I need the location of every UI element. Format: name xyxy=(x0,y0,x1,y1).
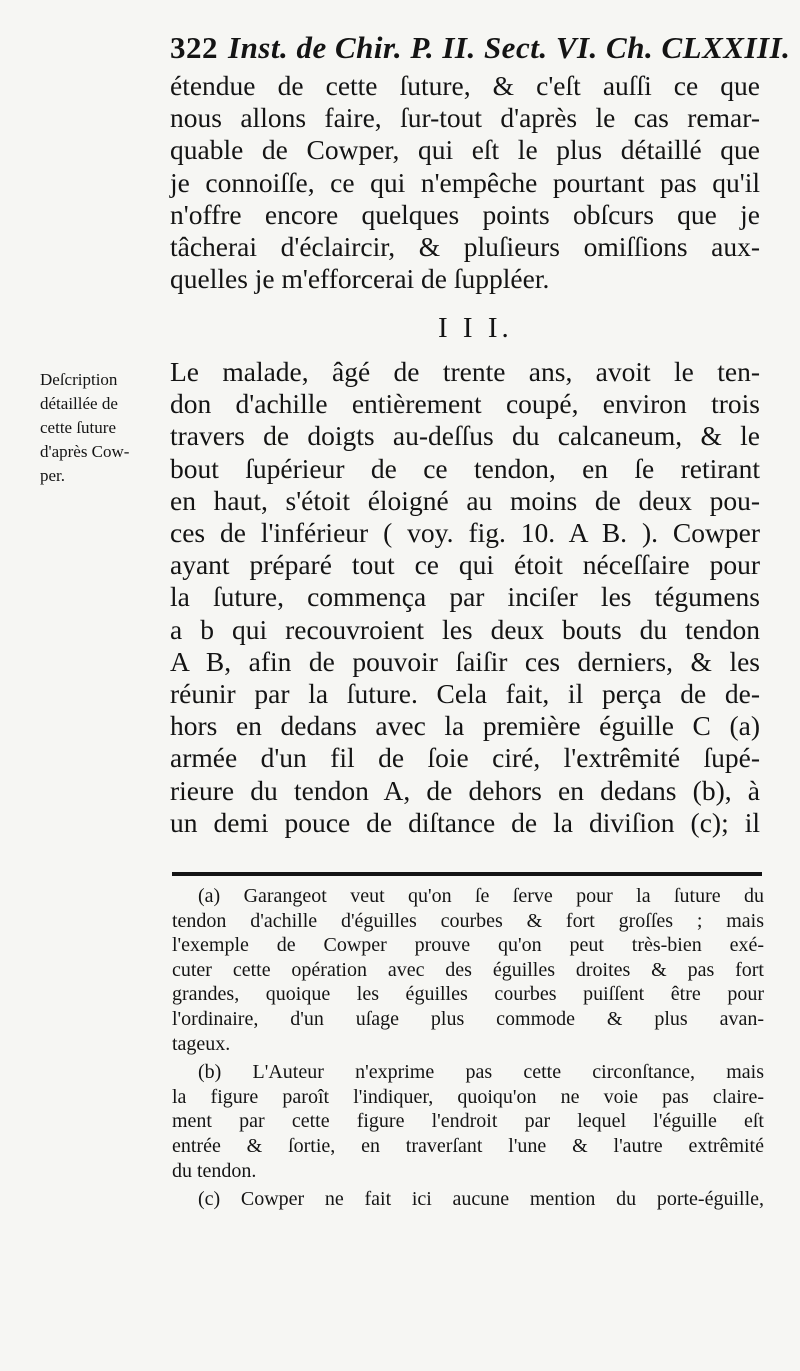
footnote-b xyxy=(172,1060,764,1183)
footnotes xyxy=(172,884,764,1216)
text-line: étendue de cette ſuture, & c'eſt auſſi ce que xyxy=(170,70,760,101)
footnote-line: la figure paroît l'indiquer, quoiqu'on ne voie pas claire- xyxy=(172,1085,764,1108)
footnote-line: cuter cette opération avec des éguilles droites & pas fort xyxy=(172,958,764,981)
footnote-line: entrée & ſortie, en traverſant l'une & l'autre extrêmité xyxy=(172,1134,764,1157)
footnote-line: l'exemple de Cowper prouve qu'on peut très-bien exé- xyxy=(172,934,764,957)
footnote-divider xyxy=(172,872,762,876)
text-line: un demi pouce de diſtance de la diviſion (c); il xyxy=(170,806,760,838)
text-line: rieure du tendon A, de dehors en dedans (b), à xyxy=(170,774,760,806)
text-line: travers de doigts au-deſſus du calcaneum, & le xyxy=(170,420,760,452)
text-line: tâcherai d'éclaircir, & pluſieurs omiſſions aux- xyxy=(170,231,760,263)
footnote-line: (c) Cowper ne fait ici aucune mention du porte-éguille, xyxy=(198,1188,764,1211)
text-line: Le malade, âgé de trente ans, avoit le ten- xyxy=(170,356,760,387)
paragraph-top xyxy=(170,70,760,295)
footnote-a xyxy=(172,884,764,1056)
text-line: armée d'un fil de ſoie ciré, l'extrêmité ſupé- xyxy=(170,742,760,774)
text-line: n'offre encore quelques points obſcurs que je xyxy=(170,198,760,230)
page-number: 322 xyxy=(170,30,218,65)
margin-note-line: Deſcription xyxy=(40,370,118,389)
text-line: en haut, s'étoit éloigné au moins de deux pou- xyxy=(170,484,760,516)
footnote-line: du tendon. xyxy=(172,1159,257,1182)
text-line: réunir par la ſuture. Cela fait, il perça de de- xyxy=(170,678,760,710)
text-line: A B, afin de pouvoir ſaiſir ces derniers, & les xyxy=(170,645,760,677)
margin-note-line: cette ſuture xyxy=(40,418,116,437)
section-heading: I I I. xyxy=(438,312,513,344)
text-line: ayant préparé tout ce qui étoit néceſſaire pour xyxy=(170,549,760,581)
footnote-line: tageux. xyxy=(172,1032,231,1055)
footnote-line: ment par cette figure l'endroit par lequel l'éguille eſt xyxy=(172,1110,764,1133)
footnote-line: grandes, quoique les éguilles courbes puiſſent être pour xyxy=(172,983,764,1006)
text-line: bout ſupérieur de ce tendon, en ſe retirant xyxy=(170,452,760,484)
running-title: Inst. de Chir. P. II. Sect. VI. Ch. CLXXIII. xyxy=(228,30,791,65)
text-line: don d'achille entièrement coupé, environ trois xyxy=(170,388,760,420)
footnote-line: (a) Garangeot veut qu'on ſe ſerve pour la ſuture du xyxy=(198,885,764,907)
footnote-line: l'ordinaire, d'un uſage plus commode & plus avan- xyxy=(172,1007,764,1030)
text-line: je connoiſſe, ce qui n'empêche pourtant pas qu'il xyxy=(170,166,760,198)
text-line: hors en dedans avec la première éguille C (a) xyxy=(170,710,760,742)
margin-note-line: d'après Cow- xyxy=(40,442,130,461)
text-line: la ſuture, commença par inciſer les tégumens xyxy=(170,581,760,613)
text-line: a b qui recouvroient les deux bouts du tendon xyxy=(170,613,760,645)
margin-note-line: per. xyxy=(40,466,66,485)
text-line: ces de l'inférieur ( voy. fig. 10. A B. ). Cowper xyxy=(170,517,760,549)
footnote-c xyxy=(172,1187,764,1212)
footnote-line: tendon d'achille d'éguilles courbes & fort groſſes ; mais xyxy=(172,909,764,932)
running-head xyxy=(170,30,791,66)
margin-note-line: détaillée de xyxy=(40,394,118,413)
text-line: quable de Cowper, qui eſt le plus détaillé que xyxy=(170,134,760,166)
footnote-line: (b) L'Auteur n'exprime pas cette circonſtance, mais xyxy=(198,1061,764,1084)
text-line: quelles je m'efforcerai de ſuppléer. xyxy=(170,263,550,295)
text-line: nous allons faire, ſur-tout d'après le cas remar- xyxy=(170,102,760,134)
margin-note xyxy=(40,368,170,488)
paragraph-main xyxy=(170,356,760,839)
